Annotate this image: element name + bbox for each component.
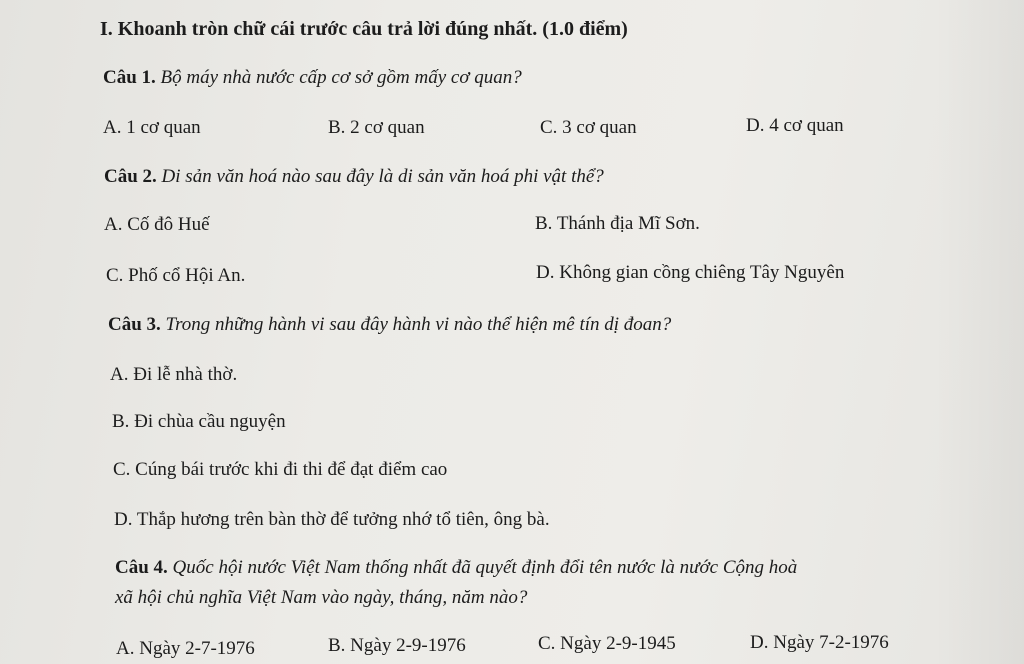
question-1-option-d[interactable]: D. 4 cơ quan: [746, 115, 844, 136]
question-4-option-d[interactable]: D. Ngày 7-2-1976: [750, 632, 889, 653]
question-1-text: Bộ máy nhà nước cấp cơ sở gồm mấy cơ quan?: [160, 67, 522, 88]
page-shadow: [934, 0, 1024, 664]
question-3-text: Trong những hành vi sau đây hành vi nào thể hiện mê tín dị đoan?: [165, 314, 672, 335]
question-3-option-a[interactable]: A. Đi lễ nhà thờ.: [110, 364, 238, 385]
question-2-text: Di sản văn hoá nào sau đây là di sản văn hoá phi vật thể?: [161, 166, 604, 187]
question-1-option-b[interactable]: B. 2 cơ quan: [328, 117, 425, 138]
question-2-option-c[interactable]: C. Phố cổ Hội An.: [106, 265, 246, 286]
question-3: [108, 313, 671, 337]
question-2-label: Câu 2.: [104, 166, 157, 187]
question-1: [103, 66, 522, 90]
question-3-label: Câu 3.: [108, 314, 161, 335]
question-4-option-c[interactable]: C. Ngày 2-9-1945: [538, 633, 676, 654]
question-1-option-a[interactable]: A. 1 cơ quan: [103, 117, 201, 138]
question-3-option-c[interactable]: C. Cúng bái trước khi đi thi để đạt điểm cao: [113, 459, 448, 480]
question-4-text-line-1: Quốc hội nước Việt Nam thống nhất đã quyết định đổi tên nước là nước Cộng hoà: [172, 557, 798, 578]
question-4: [115, 556, 797, 580]
question-4-label: Câu 4.: [115, 557, 168, 578]
question-4-text-line-2: xã hội chủ nghĩa Việt Nam vào ngày, tháng, năm nào?: [115, 587, 528, 608]
question-3-option-b[interactable]: B. Đi chùa cầu nguyện: [112, 411, 286, 432]
section-title: I. Khoanh tròn chữ cái trước câu trả lời đúng nhất. (1.0 điểm): [100, 18, 628, 40]
question-1-label: Câu 1.: [103, 67, 156, 88]
question-4-option-b[interactable]: B. Ngày 2-9-1976: [328, 635, 466, 656]
question-2-option-b[interactable]: B. Thánh địa Mĩ Sơn.: [535, 213, 700, 234]
question-2-option-a[interactable]: A. Cố đô Huế: [104, 214, 210, 235]
question-1-option-c[interactable]: C. 3 cơ quan: [540, 117, 637, 138]
question-2: [104, 165, 604, 189]
question-3-option-d[interactable]: D. Thắp hương trên bàn thờ để tưởng nhớ tổ tiên, ông bà.: [114, 509, 550, 530]
question-2-option-d[interactable]: D. Không gian cồng chiêng Tây Nguyên: [536, 262, 845, 283]
question-4-option-a[interactable]: A. Ngày 2-7-1976: [116, 638, 255, 659]
